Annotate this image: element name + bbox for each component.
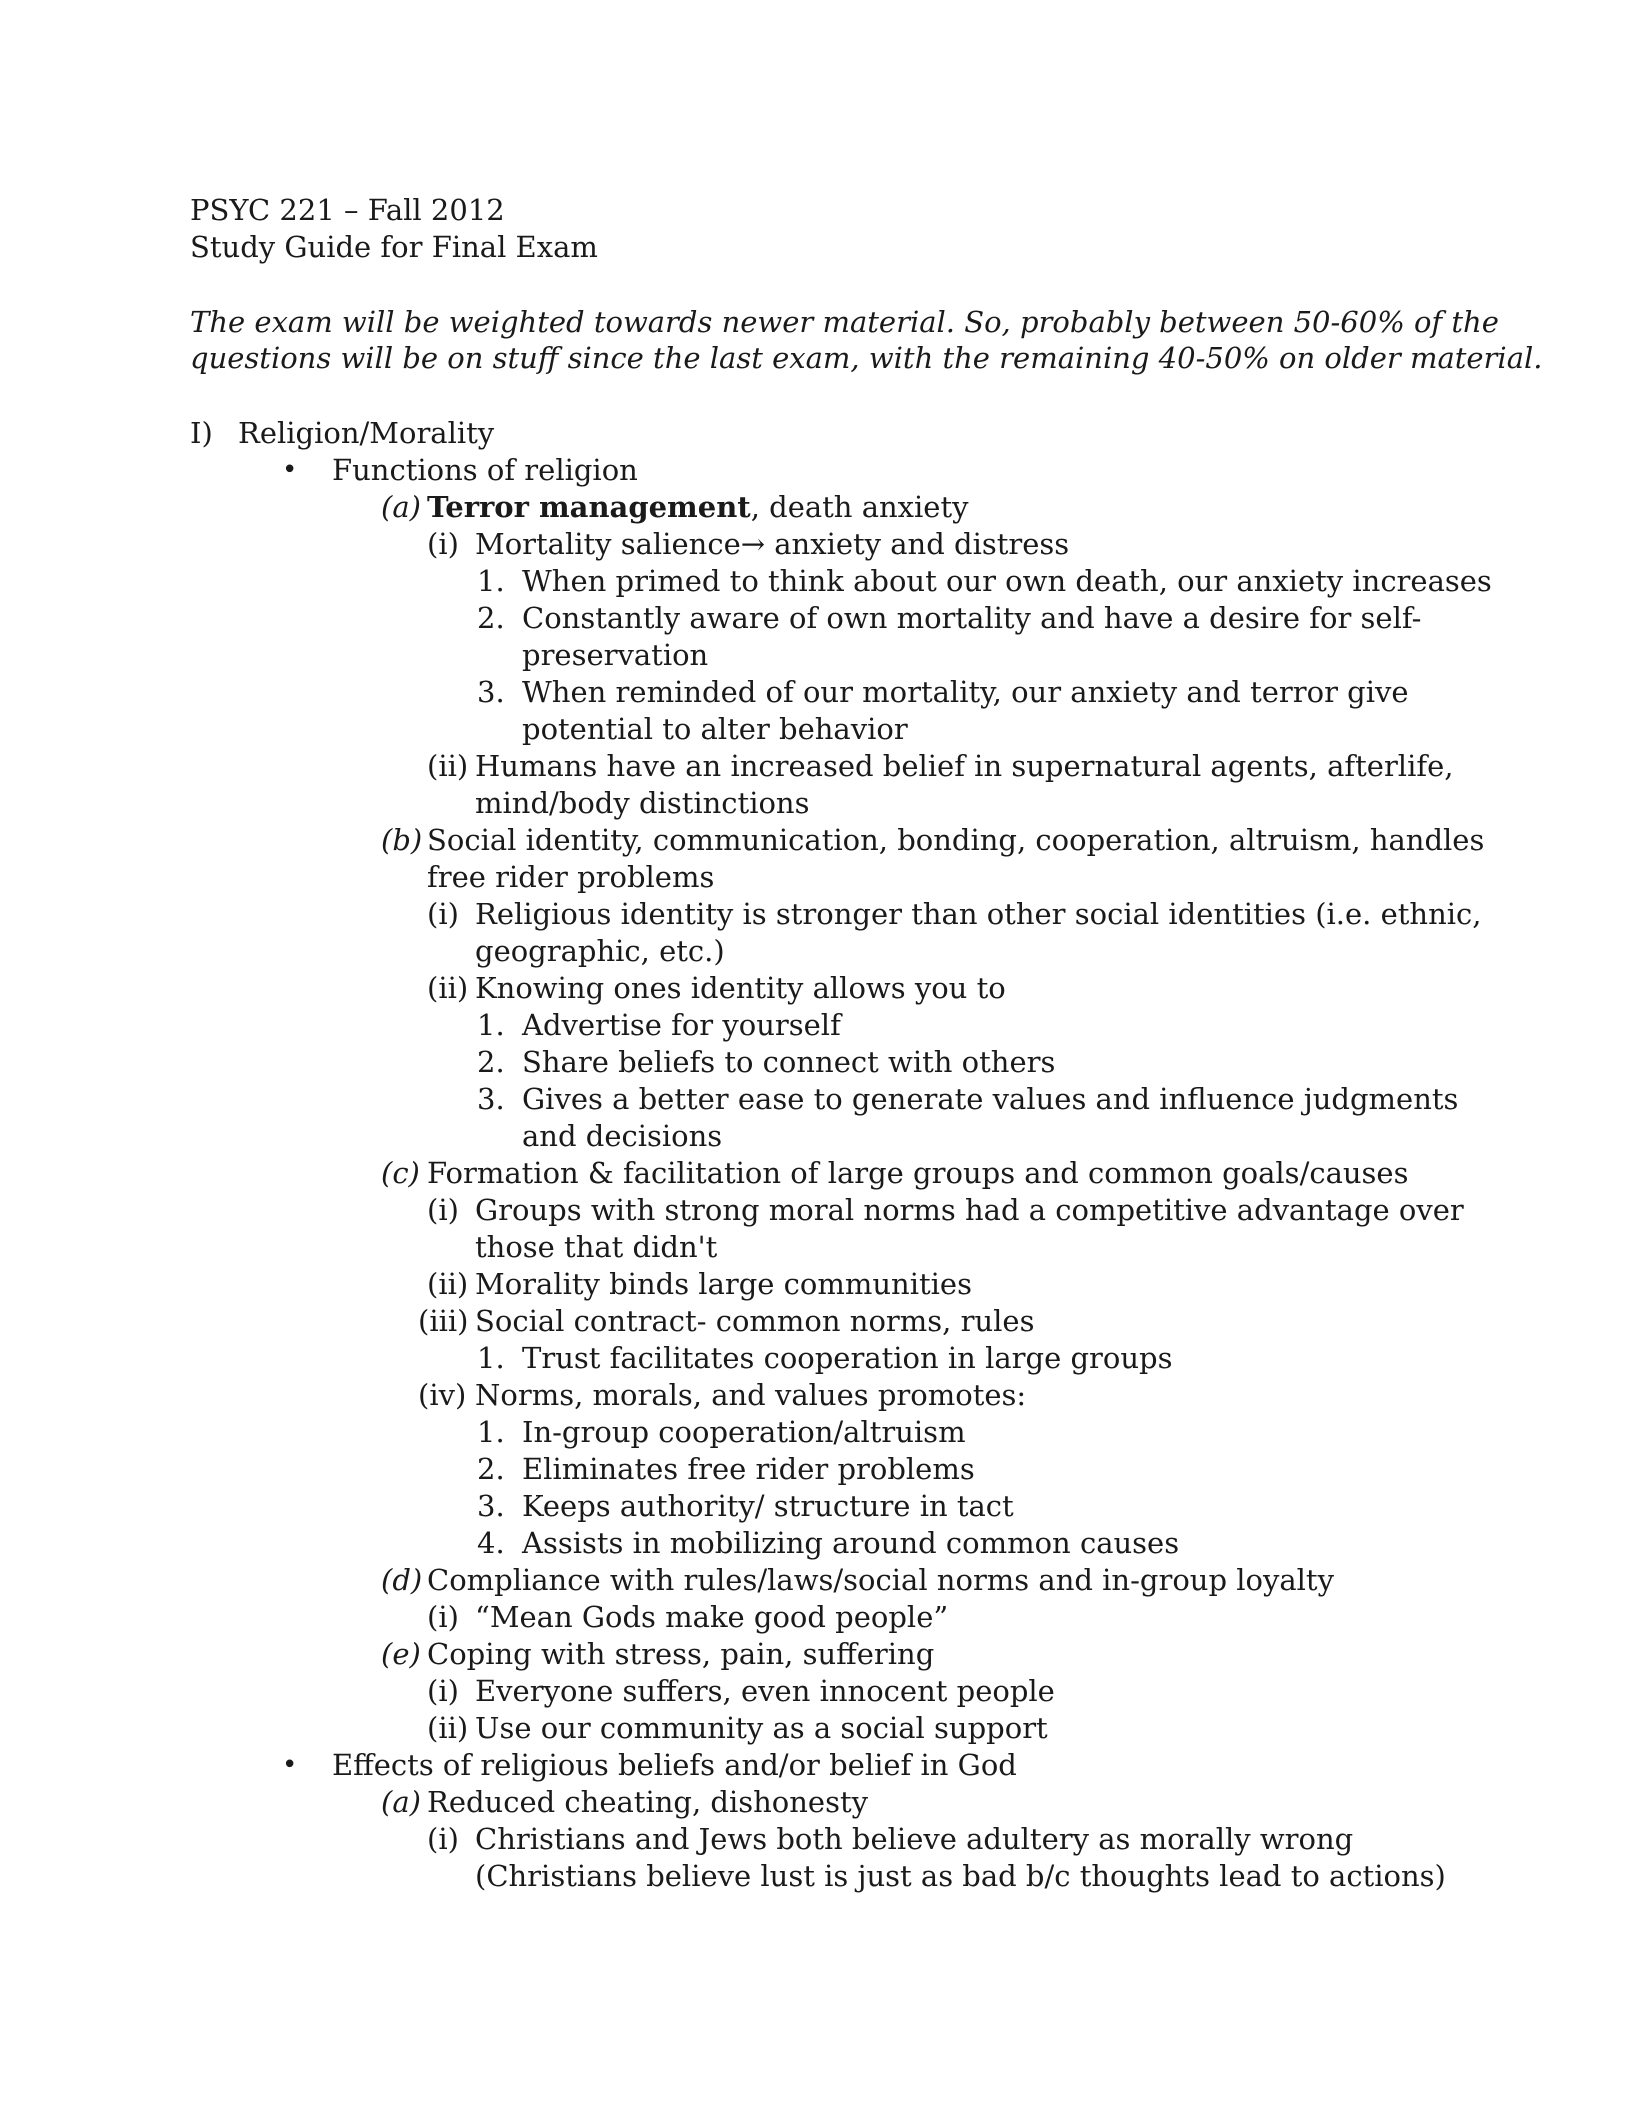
item-label: 2. (477, 601, 505, 635)
item-b2a-text: Reduced cheating, dishonesty (427, 1785, 869, 1819)
item-label: (ii) (427, 749, 469, 783)
item-label: (i) (427, 1600, 459, 1634)
item-label: (iv) (418, 1378, 467, 1412)
item-label: 1. (477, 564, 505, 598)
item-a-i-text: Mortality salience→ anxiety and distress (475, 527, 1070, 561)
section-number: I) (190, 416, 213, 450)
item-b-ii-text: Knowing ones identity allows you to (475, 971, 1006, 1005)
item-a-ii-line1: Humans have an increased belief in supernatural agents, afterlife, (475, 749, 1454, 783)
item-label: 1. (477, 1341, 505, 1375)
item-label: (ii) (427, 1267, 469, 1301)
item-b-line1: Social identity, communication, bonding, cooperation, altruism, handles (427, 823, 1485, 857)
item-a-i-2-line2: preservation (522, 638, 709, 672)
item-label: (i) (427, 1674, 459, 1708)
item-b-ii-2-text: Share beliefs to connect with others (522, 1045, 1056, 1079)
item-c-ii-text: Morality binds large communities (475, 1267, 972, 1301)
bullet-glyph: • (282, 455, 298, 485)
item-c-text: Formation & facilitation of large groups and common goals/causes (427, 1156, 1409, 1190)
intro-line-1: The exam will be weighted towards newer material. So, probably between 50-60% of the (190, 305, 1499, 339)
item-label: (i) (427, 1822, 459, 1856)
item-b-ii-3-line2: and decisions (522, 1119, 723, 1153)
item-a-i-3-line1: When reminded of our mortality, our anxiety and terror give (522, 675, 1409, 709)
item-label: (i) (427, 527, 459, 561)
document-title: Study Guide for Final Exam (190, 230, 598, 264)
bullet-effects-of-beliefs: Effects of religious beliefs and/or belief in God (332, 1748, 1017, 1782)
item-label: 3. (477, 1082, 505, 1116)
item-label: (e) (381, 1637, 421, 1671)
item-a-i-3-line2: potential to alter behavior (522, 712, 908, 746)
item-c-iv-1-text: In-group cooperation/altruism (522, 1415, 966, 1449)
item-label: 3. (477, 1489, 505, 1523)
item-a-text (427, 489, 969, 526)
item-label: 2. (477, 1452, 505, 1486)
item-b-i-line1: Religious identity is stronger than other social identities (i.e. ethnic, (475, 897, 1482, 931)
item-b-ii-3-line1: Gives a better ease to generate values and influence judgments (522, 1082, 1459, 1116)
item-a-i-2-line1: Constantly aware of own mortality and have a desire for self- (522, 601, 1422, 635)
item-label: 2. (477, 1045, 505, 1079)
item-label: 4. (477, 1526, 505, 1560)
item-a-rest: , death anxiety (750, 490, 969, 524)
item-label: (d) (381, 1563, 423, 1597)
item-e-text: Coping with stress, pain, suffering (427, 1637, 935, 1671)
item-label: (c) (381, 1156, 420, 1190)
item-c-i-line1: Groups with strong moral norms had a competitive advantage over (475, 1193, 1464, 1227)
course-heading: PSYC 221 – Fall 2012 (190, 193, 505, 227)
item-a-i-1-text: When primed to think about our own death, our anxiety increases (522, 564, 1492, 598)
item-b-line2: free rider problems (427, 860, 715, 894)
section-title: Religion/Morality (238, 416, 495, 450)
item-b-ii-1-text: Advertise for yourself (522, 1008, 841, 1042)
item-e-i-text: Everyone suffers, even innocent people (475, 1674, 1055, 1708)
item-d-text: Compliance with rules/laws/social norms and in-group loyalty (427, 1563, 1334, 1597)
item-label: (i) (427, 897, 459, 931)
item-label: (b) (381, 823, 423, 857)
item-label: 3. (477, 675, 505, 709)
item-b-i-line2: geographic, etc.) (475, 934, 725, 968)
item-c-i-line2: those that didn't (475, 1230, 718, 1264)
item-c-iv-3-text: Keeps authority/ structure in tact (522, 1489, 1014, 1523)
item-label: (a) (381, 490, 421, 524)
item-c-iv-text: Norms, morals, and values promotes: (475, 1378, 1027, 1412)
item-a-bold: Terror management (427, 490, 751, 524)
item-c-iv-2-text: Eliminates free rider problems (522, 1452, 975, 1486)
intro-line-2: questions will be on stuff since the last exam, with the remaining 40-50% on older material. (190, 341, 1543, 375)
item-c-iii-text: Social contract- common norms, rules (475, 1304, 1035, 1338)
bullet-glyph: • (282, 1750, 298, 1780)
item-label: (ii) (427, 1711, 469, 1745)
item-label: (ii) (427, 971, 469, 1005)
item-d-i-text: “Mean Gods make good people” (475, 1600, 949, 1634)
item-label: (i) (427, 1193, 459, 1227)
item-b2a-i-line2: (Christians believe lust is just as bad b/c thoughts lead to actions) (475, 1859, 1446, 1893)
item-label: (iii) (418, 1304, 469, 1338)
item-b2a-i-line1: Christians and Jews both believe adultery as morally wrong (475, 1822, 1354, 1856)
item-label: (a) (381, 1785, 421, 1819)
item-label: 1. (477, 1008, 505, 1042)
item-label: 1. (477, 1415, 505, 1449)
bullet-functions-of-religion: Functions of religion (332, 453, 638, 487)
item-c-iii-1-text: Trust facilitates cooperation in large groups (522, 1341, 1173, 1375)
item-c-iv-4-text: Assists in mobilizing around common causes (522, 1526, 1180, 1560)
item-a-ii-line2: mind/body distinctions (475, 786, 810, 820)
item-e-ii-text: Use our community as a social support (475, 1711, 1048, 1745)
